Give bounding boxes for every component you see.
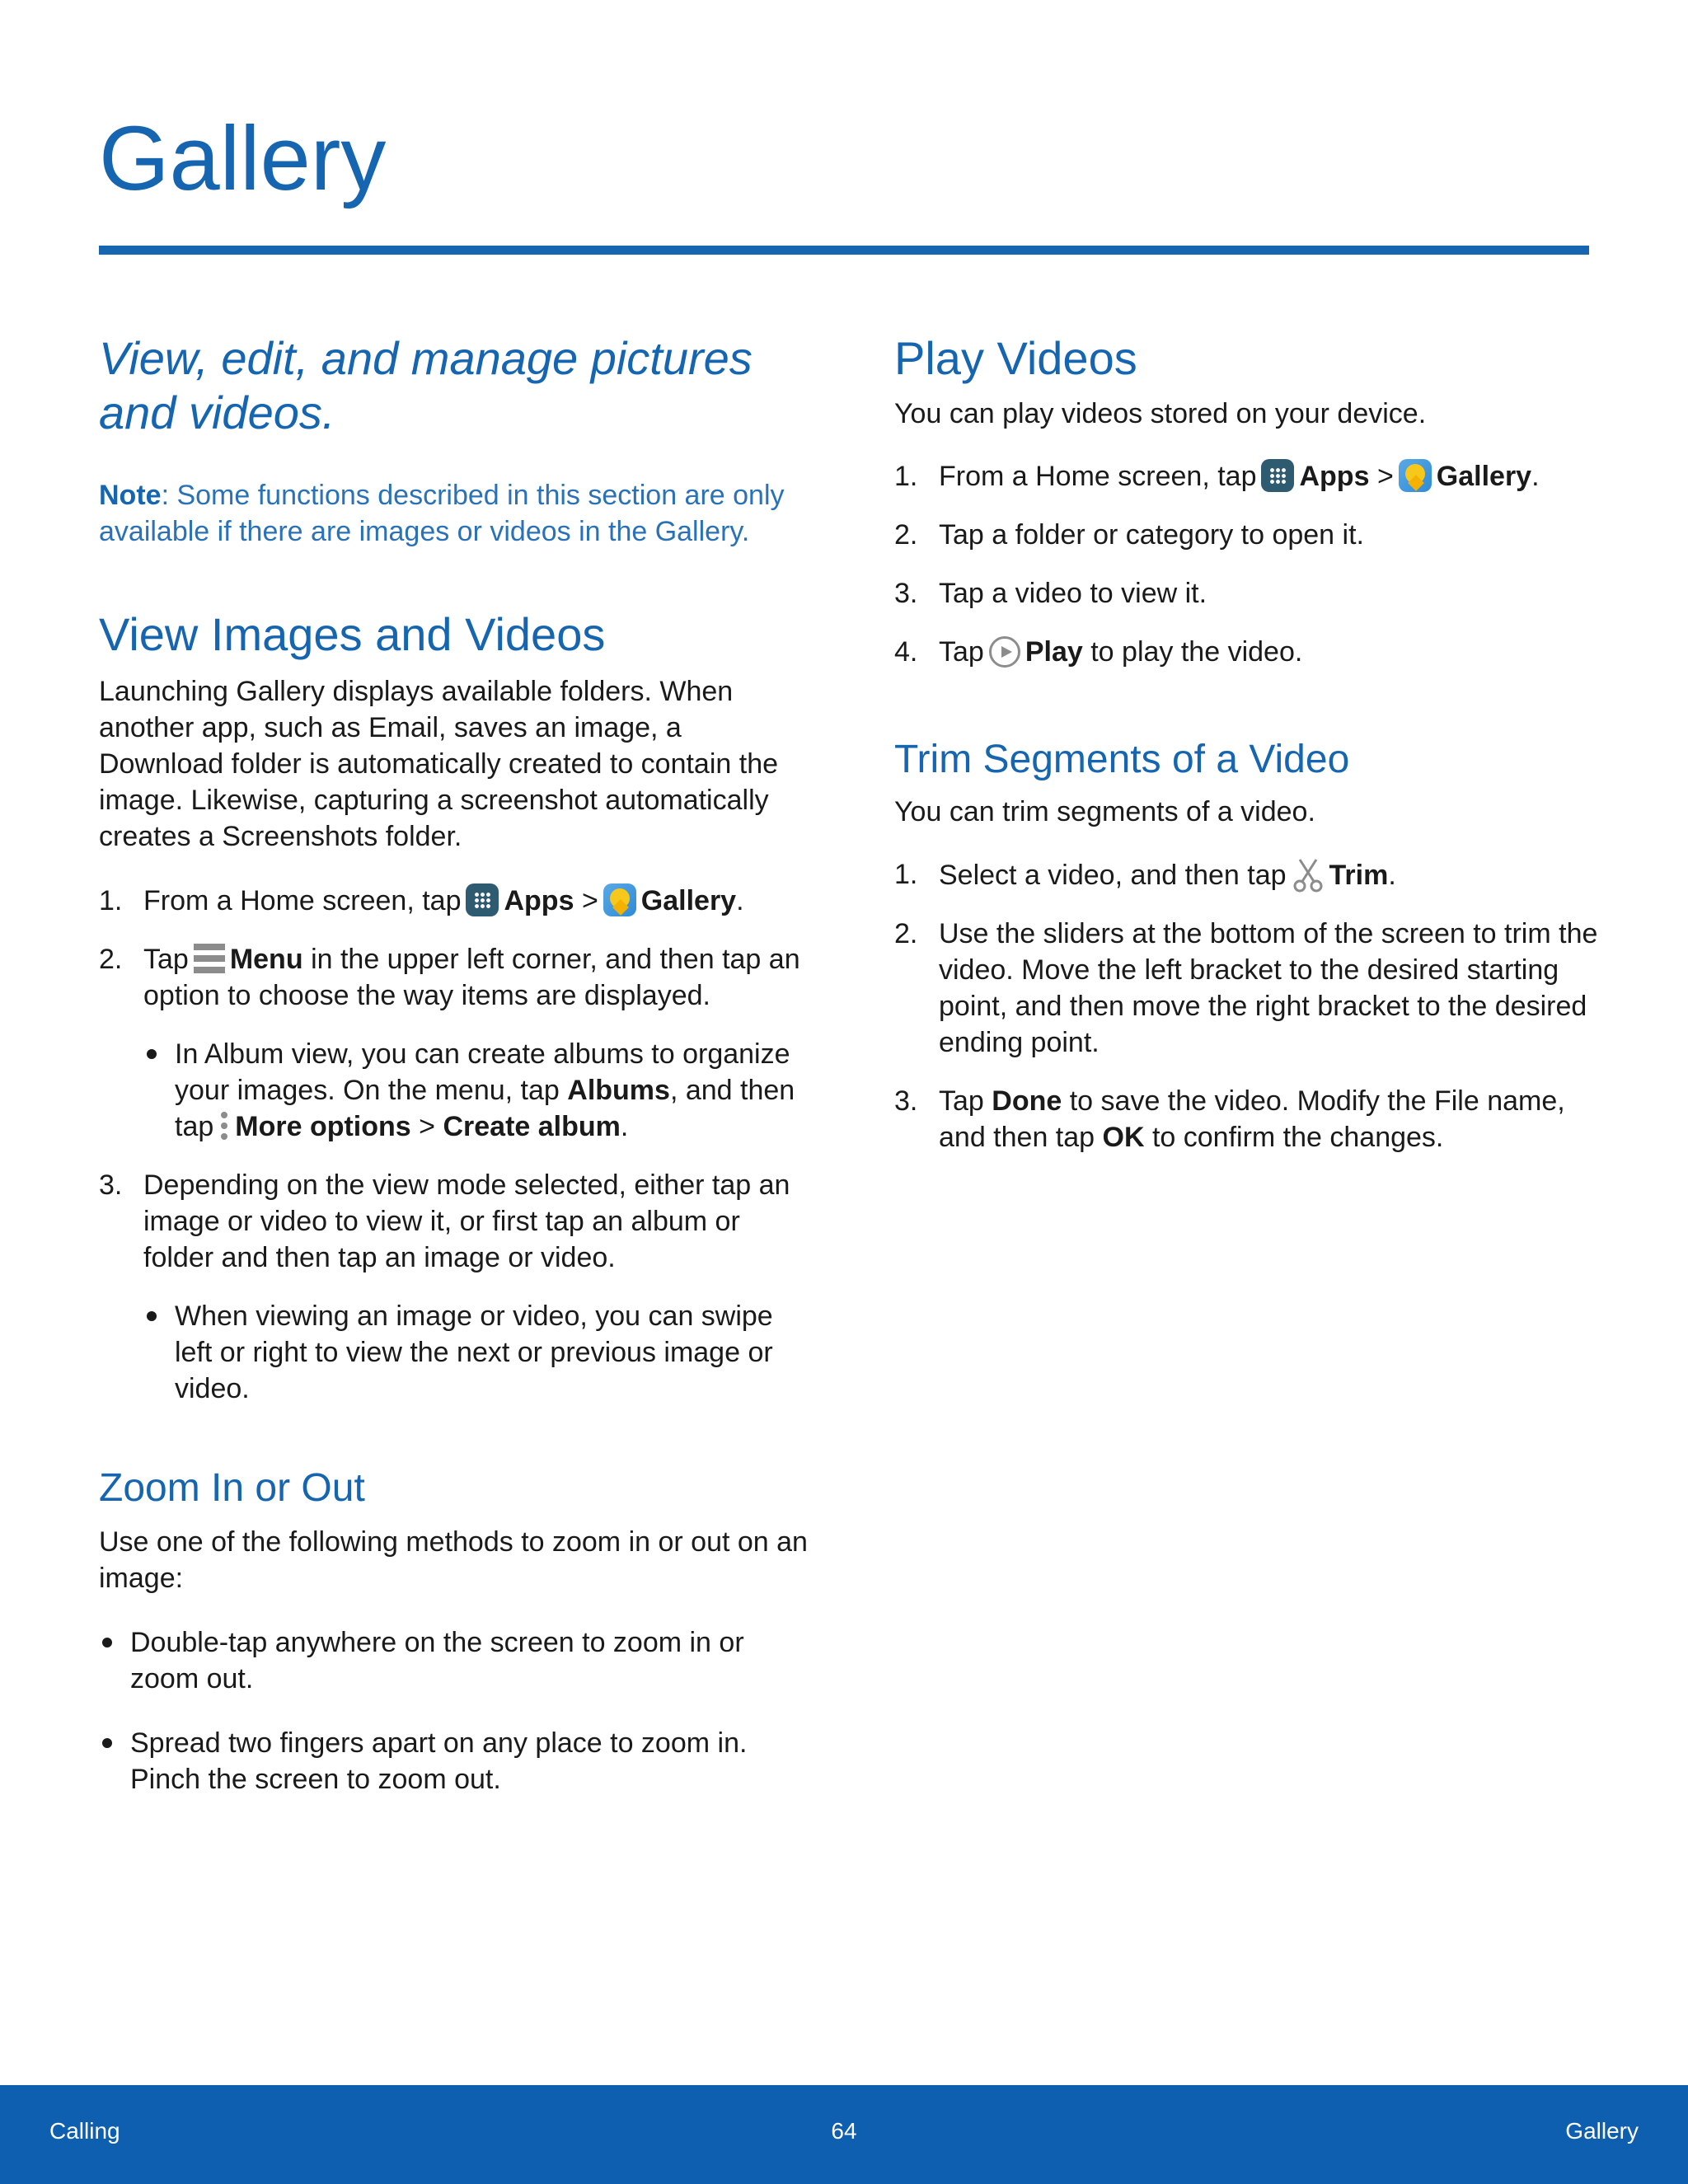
- more-options-label: More options: [235, 1111, 411, 1142]
- view-step-3-bullet: [143, 1298, 808, 1407]
- step-text: Tap: [939, 1085, 984, 1117]
- view-step-3: [99, 1167, 808, 1276]
- page-tagline: View, edit, and manage pictures and videos.: [99, 332, 753, 438]
- step-number: 4.: [894, 636, 918, 668]
- step-number: 2.: [99, 944, 123, 975]
- more-options-icon: [218, 1109, 230, 1142]
- trim-step-1: [894, 856, 1603, 893]
- bullet-dot: [147, 1049, 157, 1059]
- bullet-text: , and then tap: [175, 1075, 795, 1142]
- bullet-dot: [147, 1311, 157, 1321]
- footer-previous-chapter: Calling: [49, 2118, 120, 2144]
- period: .: [736, 885, 744, 916]
- zoom-bullet: [99, 1725, 808, 1797]
- bullet-dot: [102, 1738, 112, 1748]
- step-text: Tap a folder or category to open it.: [939, 519, 1364, 551]
- play-icon: [989, 636, 1020, 668]
- bullet-text: Spread two fingers apart on any place to zoom in. Pinch the screen to zoom out.: [130, 1727, 748, 1795]
- view-section-heading: View Images and Videos: [99, 608, 606, 660]
- period: .: [620, 1111, 629, 1142]
- play-label: Play: [1025, 636, 1083, 668]
- footer-page-number: 64: [831, 2118, 857, 2144]
- step-number: 3.: [99, 1169, 123, 1201]
- note: [99, 477, 808, 550]
- bullet-dot: [102, 1638, 112, 1647]
- page-footer: [0, 2085, 1688, 2184]
- step-text: in the upper left corner, and then tap an option to choose the way items are displayed.: [143, 944, 800, 1011]
- view-step-1: [99, 883, 808, 919]
- step-number: 1.: [894, 859, 918, 890]
- page-title: Gallery: [99, 108, 387, 209]
- step-number: 3.: [894, 578, 918, 609]
- step-number: 1.: [99, 885, 123, 916]
- step-text: to confirm the changes.: [1151, 1122, 1444, 1153]
- step-text: to play the video.: [1090, 636, 1303, 668]
- step-number: 2.: [894, 519, 918, 551]
- done-label: Done: [992, 1085, 1062, 1117]
- apps-label: Apps: [1299, 461, 1370, 492]
- note-text: : Some functions described in this section are only available if there are images or videos in the Gallery.: [99, 480, 785, 547]
- play-step-3: [894, 575, 1603, 612]
- menu-icon: [194, 942, 225, 975]
- step-number: 1.: [894, 461, 918, 492]
- step-text: From a Home screen, tap: [143, 885, 462, 916]
- zoom-section-intro: Use one of the following methods to zoom in or out on an image:: [99, 1526, 808, 1594]
- bullet-text: In Album view, you can create albums to organize your images. On the menu, tap: [175, 1038, 790, 1106]
- period: .: [1388, 860, 1396, 891]
- menu-label: Menu: [229, 944, 303, 975]
- trim-section-heading: Trim Segments of a Video: [894, 738, 1350, 781]
- trim-label: Trim: [1329, 860, 1389, 891]
- step-text: Tap: [143, 944, 189, 975]
- play-step-1: [894, 458, 1603, 494]
- zoom-bullet: [99, 1624, 808, 1697]
- footer-current-chapter: Gallery: [1565, 2118, 1639, 2144]
- step-number: 2.: [894, 918, 918, 949]
- bullet-text: When viewing an image or video, you can swipe left or right to view the next or previous image or video.: [175, 1301, 773, 1404]
- play-step-4: [894, 634, 1603, 670]
- separator: >: [581, 885, 598, 916]
- note-label: Note: [99, 480, 162, 511]
- ok-label: OK: [1102, 1122, 1145, 1153]
- step-text: Tap: [939, 636, 984, 668]
- bullet-text: Double-tap anywhere on the screen to zoom in or zoom out.: [130, 1627, 744, 1694]
- gallery-label: Gallery: [640, 885, 737, 916]
- gallery-label: Gallery: [1436, 461, 1532, 492]
- play-step-2: [894, 517, 1603, 553]
- step-number: 3.: [894, 1085, 918, 1117]
- step-text: Use the sliders at the bottom of the screen to trim the video. Move the left bracket to the desired starting point, and then move the right bracket to the desired ending point.: [939, 918, 1598, 1058]
- trim-step-2: [894, 916, 1603, 1061]
- step-text: Depending on the view mode selected, either tap an image or video to view it, or first tap an album or folder and then tap an image or video.: [143, 1169, 790, 1273]
- view-step-2-bullet: [143, 1036, 808, 1145]
- step-text: From a Home screen, tap: [939, 461, 1257, 492]
- zoom-section-heading: Zoom In or Out: [99, 1466, 365, 1510]
- trim-section-intro: You can trim segments of a video.: [894, 796, 1315, 827]
- gallery-icon: [603, 883, 636, 916]
- play-section-heading: Play Videos: [894, 332, 1137, 384]
- separator: >: [419, 1111, 436, 1142]
- apps-label: Apps: [504, 885, 574, 916]
- title-divider: [99, 246, 1589, 255]
- step-text: to save the video. Modify the File name, and then tap: [939, 1085, 1565, 1153]
- gallery-icon: [1399, 459, 1432, 492]
- view-step-2: [99, 941, 808, 1014]
- scissors-icon: [1292, 856, 1325, 893]
- step-text: Select a video, and then tap: [939, 860, 1287, 891]
- create-album-label: Create album: [443, 1111, 621, 1142]
- view-section-intro: Launching Gallery displays available folders. When another app, such as Email, saves an image, a Download folder is automatically created to contain the image. Likewise, capturing a screenshot automatically creates a Screenshots folder.: [99, 676, 779, 852]
- albums-label: Albums: [567, 1075, 670, 1106]
- left-column: [99, 331, 808, 1797]
- apps-icon: [466, 883, 499, 916]
- apps-icon: [1261, 459, 1294, 492]
- period: .: [1531, 461, 1540, 492]
- separator: >: [1376, 461, 1394, 492]
- step-text: Tap a video to view it.: [939, 578, 1207, 609]
- play-section-intro: You can play videos stored on your device.: [894, 398, 1427, 429]
- right-column: [894, 331, 1603, 1155]
- trim-step-3: [894, 1083, 1603, 1155]
